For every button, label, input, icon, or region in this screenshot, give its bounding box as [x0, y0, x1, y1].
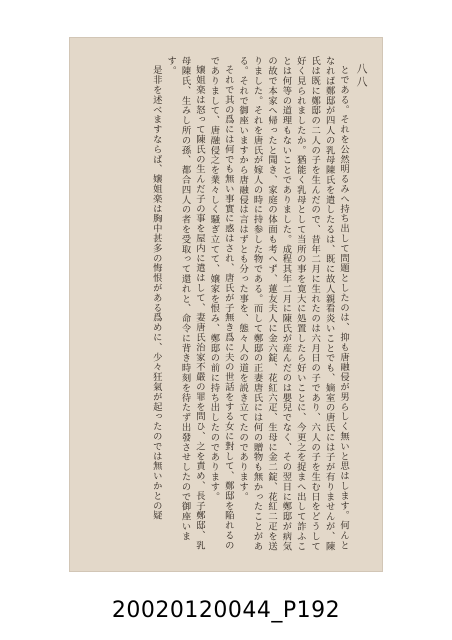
text-paragraph: 嬢姐楽は怒って陳氏の生んだ子の事を屋内に遣はして、妻唐氏治家不嚴の罪を問ひ、之を責め、長子鄭邸、乳母陳氏、生みし所の孫、都合四人の者を受取って還れと、命令に背き時刻を待たず出發させしたので御座います。 [165, 56, 205, 551]
text-paragraph: それで其の爲には何でも無い事實に惑はされ、唐氏が子無き爲に夫の世話をする女に對して、鄭邸を陥れるのでありまして、唐融侵之を業々しく騒ぎ立てて、嬢家を恨み、鄭邸の前に持ち出したのであります。 [208, 56, 234, 551]
text-paragraph: 是非を述べますならば、嬢姐楽は胸中甚多の悔恨がある爲めに、少々狂氣が起ったのでは無いかとの疑 [150, 65, 162, 521]
scanned-page [69, 37, 383, 572]
text-paragraph: とである。それを公然明るみへ持ち出して問題としたのは、抑も唐融侵が男らしく無いと思はします。何んとなれば鄭邸が四人の乳母陳氏を遣したるは、既に故人親看炎いことでも、嫡室の唐氏には子が有りませんが、陳氏は既に鄭邸の二人の子を生んだので、昔年二月に生れたのは六月日の子であり、六人の子を生む日をどうして好く見られましたか。猶能く乳母として当所の事を寛大に処置したら好いことに、今更之を捉まへ出して詐ふことは何等の道理もないことでありました。成程其年二月に陳氏が産んだのは嬰兒でなく、その翌日に鄭邸が病気の故で本家へ帰ったと聞き、家庭の体面も考へず、蓮友夫人に金六錠、花紅六疋、生母に金二錠、花紅二疋を送りました。それを唐氏が嫁人の時に持参した物である。而して鄭邸の正妻唐氏には何の贈物も無かったことがある。それで御座いますから唐融侵は言はずとも分った事を、態々人の道を説き立てたのであります。 [237, 56, 349, 551]
page-number: 八八 [355, 63, 368, 89]
vertical-text-block [102, 56, 350, 556]
image-id-caption: 20020120044_P192 [111, 598, 341, 623]
